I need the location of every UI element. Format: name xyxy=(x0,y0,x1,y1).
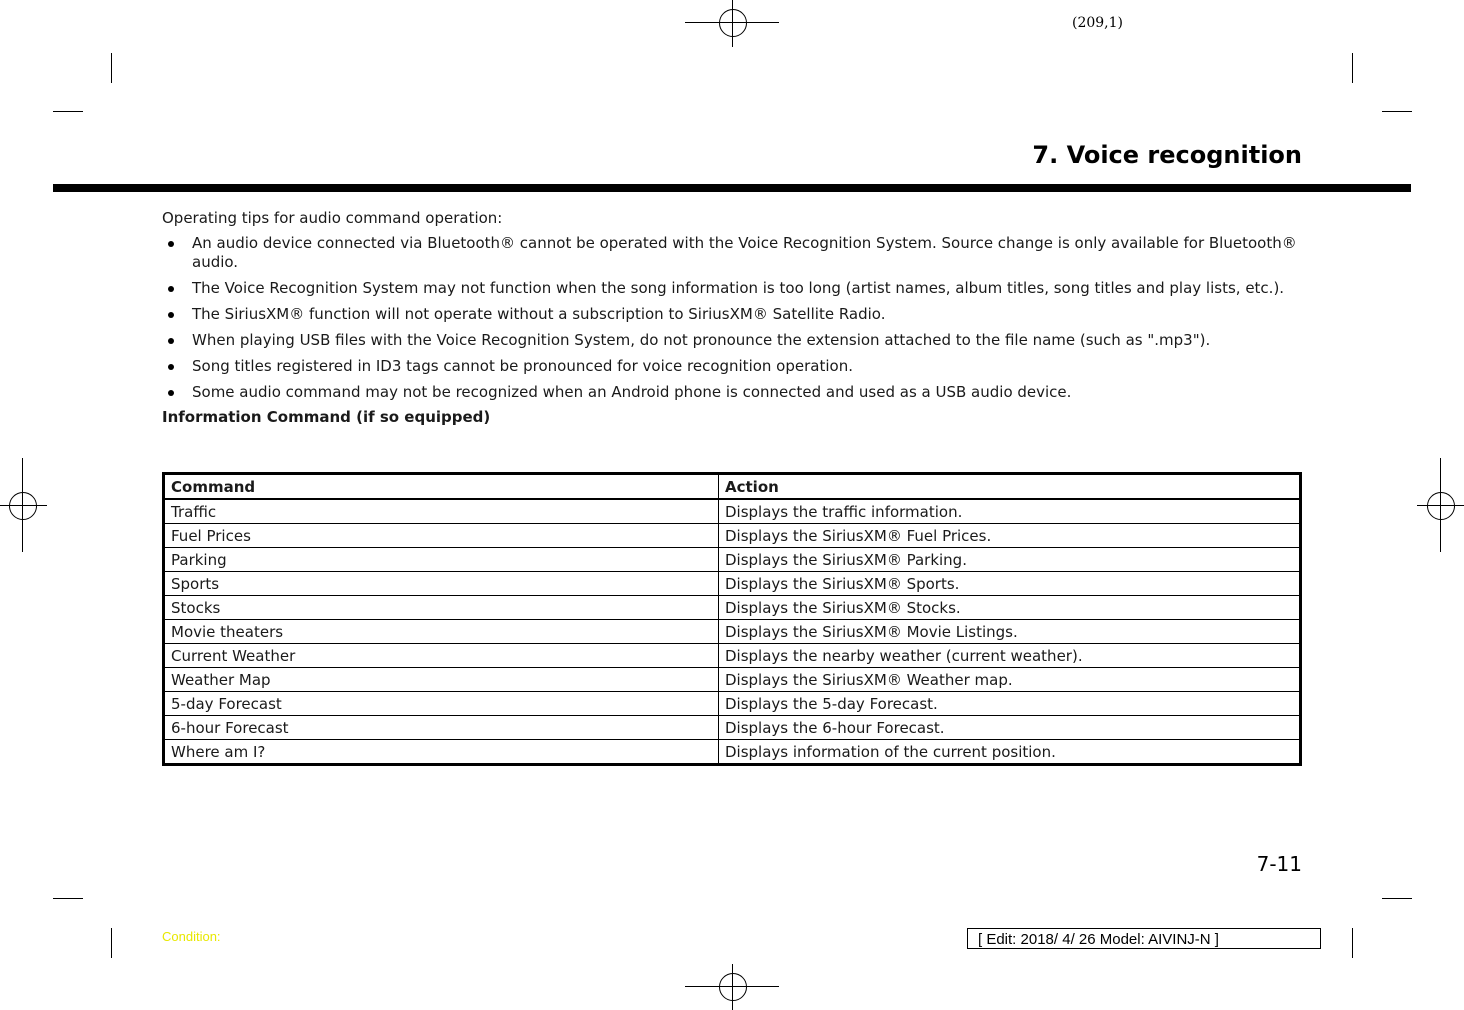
bullet-icon xyxy=(168,390,174,396)
tip-text: Some audio command may not be recognized when an Android phone is connected and used as a USB audio device. xyxy=(192,383,1072,401)
table-row xyxy=(164,692,1301,716)
action-cell: Displays the nearby weather (current weather). xyxy=(719,644,1301,668)
tip-text: When playing USB files with the Voice Recognition System, do not pronounce the extension attached to the file name (such as ".mp3"). xyxy=(192,331,1211,349)
action-cell: Displays the SiriusXM® Weather map. xyxy=(719,668,1301,692)
list-item xyxy=(162,234,1302,272)
action-cell: Displays the SiriusXM® Sports. xyxy=(719,572,1301,596)
table-row xyxy=(164,740,1301,765)
command-cell: Where am I? xyxy=(164,740,719,765)
list-item xyxy=(162,305,1302,324)
action-cell: Displays the SiriusXM® Parking. xyxy=(719,548,1301,572)
action-cell: Displays the SiriusXM® Movie Listings. xyxy=(719,620,1301,644)
section-heading: Information Command (if so equipped) xyxy=(162,408,491,426)
main-content xyxy=(162,208,1302,427)
registration-mark xyxy=(719,9,747,37)
crop-mark xyxy=(1352,928,1353,958)
table-header-row xyxy=(164,474,1301,500)
action-cell: Displays the traffic information. xyxy=(719,499,1301,524)
intro-text: Operating tips for audio command operation: xyxy=(162,209,503,227)
command-cell: Movie theaters xyxy=(164,620,719,644)
bullet-icon xyxy=(168,338,174,344)
crop-mark xyxy=(1382,898,1412,899)
table-row xyxy=(164,668,1301,692)
list-item xyxy=(162,357,1302,376)
crop-mark xyxy=(1382,111,1412,112)
list-item xyxy=(162,331,1302,350)
page-number: 7-11 xyxy=(1256,852,1302,876)
command-cell: 5-day Forecast xyxy=(164,692,719,716)
table-row xyxy=(164,548,1301,572)
table-row xyxy=(164,572,1301,596)
table-row xyxy=(164,644,1301,668)
table-row xyxy=(164,620,1301,644)
column-header-action: Action xyxy=(719,474,1301,500)
crop-mark xyxy=(111,928,112,958)
crop-mark xyxy=(53,111,83,112)
tip-text: Song titles registered in ID3 tags cannot be pronounced for voice recognition operation. xyxy=(192,357,853,375)
action-cell: Displays the 6-hour Forecast. xyxy=(719,716,1301,740)
crop-mark xyxy=(1352,53,1353,83)
edit-info-box: [ Edit: 2018/ 4/ 26 Model: AIVINJ-N ] xyxy=(967,928,1321,949)
list-item xyxy=(162,383,1302,402)
registration-mark xyxy=(9,492,37,520)
command-cell: 6-hour Forecast xyxy=(164,716,719,740)
command-cell: Sports xyxy=(164,572,719,596)
command-cell: Traffic xyxy=(164,499,719,524)
registration-mark xyxy=(719,973,747,1001)
tip-text: An audio device connected via Bluetooth® cannot be operated with the Voice Recognition System. Source change is only available for Bluetooth® audio. xyxy=(192,234,1297,271)
table-row xyxy=(164,716,1301,740)
crop-mark xyxy=(111,53,112,83)
registration-mark xyxy=(1427,492,1455,520)
tip-text: The Voice Recognition System may not function when the song information is too long (artist names, album titles, song titles and play lists, etc.). xyxy=(192,279,1285,297)
action-cell: Displays the 5-day Forecast. xyxy=(719,692,1301,716)
table-row xyxy=(164,524,1301,548)
title-rule xyxy=(53,184,1411,192)
action-cell: Displays information of the current position. xyxy=(719,740,1301,765)
column-header-command: Command xyxy=(164,474,719,500)
information-command-table xyxy=(162,472,1302,766)
command-cell: Stocks xyxy=(164,596,719,620)
command-cell: Parking xyxy=(164,548,719,572)
page-code: (209,1) xyxy=(1071,15,1123,31)
command-cell: Fuel Prices xyxy=(164,524,719,548)
table-row xyxy=(164,499,1301,524)
bullet-icon xyxy=(168,312,174,318)
condition-label: Condition: xyxy=(162,929,221,944)
bullet-icon xyxy=(168,364,174,370)
bullet-icon xyxy=(168,241,174,247)
action-cell: Displays the SiriusXM® Stocks. xyxy=(719,596,1301,620)
tip-text: The SiriusXM® function will not operate without a subscription to SiriusXM® Satellite Radio. xyxy=(192,305,886,323)
table-row xyxy=(164,596,1301,620)
tips-list xyxy=(162,234,1302,402)
crop-mark xyxy=(53,898,83,899)
list-item xyxy=(162,279,1302,298)
command-cell: Weather Map xyxy=(164,668,719,692)
chapter-title: 7. Voice recognition xyxy=(1032,141,1302,169)
command-cell: Current Weather xyxy=(164,644,719,668)
bullet-icon xyxy=(168,286,174,292)
action-cell: Displays the SiriusXM® Fuel Prices. xyxy=(719,524,1301,548)
